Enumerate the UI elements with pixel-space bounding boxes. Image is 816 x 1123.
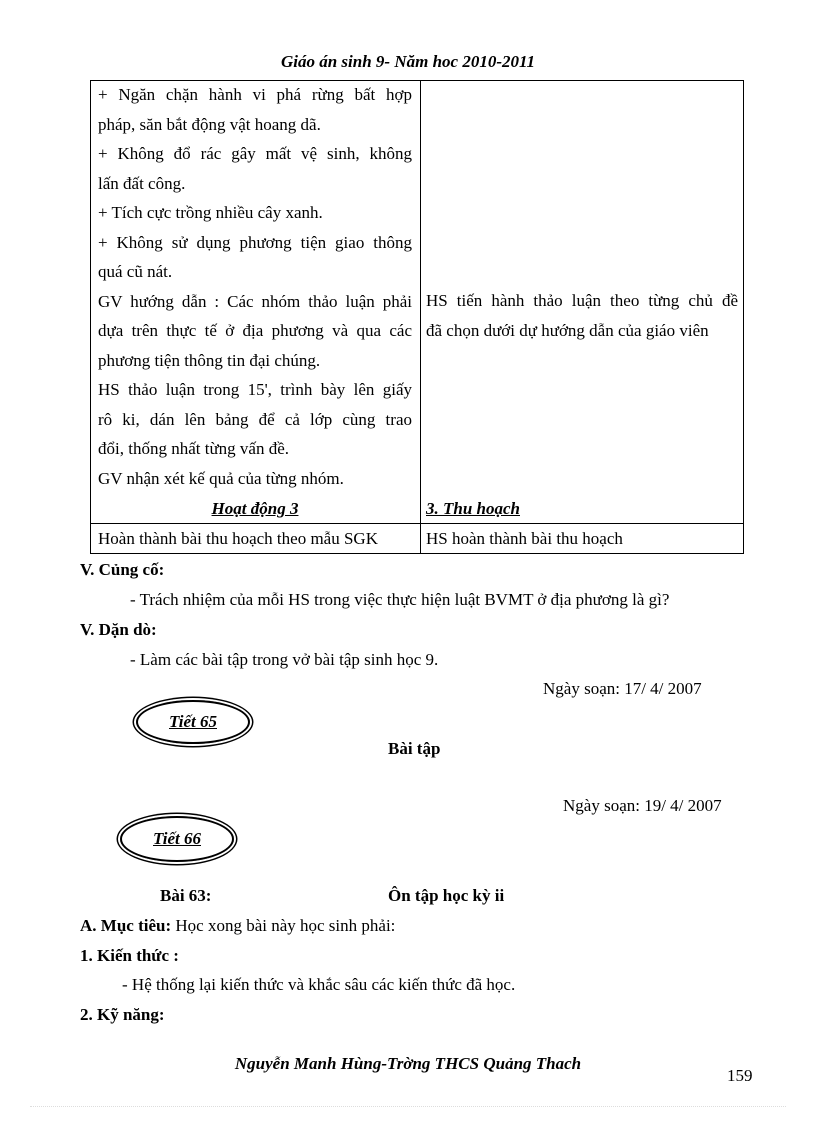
table-left-line: dựa trên thực tế ở địa phương và qua các <box>98 321 412 340</box>
section-dan-do-item: - Làm các bài tập trong vở bài tập sinh học 9. <box>130 650 439 669</box>
heading-thu-hoach: 3. Thu hoạch <box>426 499 520 518</box>
table-left-line: + Không đổ rác gây mất vệ sinh, không <box>98 144 412 163</box>
lesson-66-badge <box>120 816 234 862</box>
lesson-65-title: Bài tập <box>388 739 441 758</box>
lesson-66-bai: Bài 63: <box>160 886 212 905</box>
ky-nang-title: 2. Kỹ năng: <box>80 1005 165 1024</box>
table-left-line: HS thảo luận trong 15', trình bày lên giấy <box>98 380 412 399</box>
kien-thuc-item: - Hệ thống lại kiến thức và khắc sâu các kiến thức đã học. <box>122 975 516 994</box>
table-left-line: + Tích cực trồng nhiều cây xanh. <box>98 203 323 222</box>
section-cung-co-item: - Trách nhiệm của mỗi HS trong việc thực hiện luật BVMT ở địa phương là gì? <box>130 590 670 609</box>
lesson-66-date: Ngày soạn: 19/ 4/ 2007 <box>563 796 722 815</box>
muc-tieu-text: Học xong bài này học sinh phải: <box>171 916 396 935</box>
table-left-line: GV hướng dẫn : Các nhóm thảo luận phải <box>98 291 412 311</box>
bottom-divider <box>30 1106 786 1107</box>
lesson-65-date: Ngày soạn: 17/ 4/ 2007 <box>543 679 702 698</box>
table-left-line: + Ngăn chặn hành vi phá rừng bất hợp <box>98 85 412 104</box>
heading-hoat-dong-3: Hoạt động 3 <box>211 499 299 518</box>
table-left-line: quá cũ nát. <box>98 262 173 281</box>
muc-tieu-line <box>80 916 395 936</box>
section-cung-co-title: V. Củng cố: <box>80 560 165 579</box>
table-left-line: phương tiện thông tin đại chúng. <box>98 350 321 370</box>
table-left-line: pháp, săn bắt động vật hoang dã. <box>98 114 321 134</box>
table-left-line: + Không sử dụng phương tiện giao thông <box>98 232 412 252</box>
page-footer: Nguyễn Manh Hùng-Trờng THCS Quảng Thach <box>234 1054 582 1073</box>
muc-tieu-label: A. Mục tiêu: <box>80 916 172 935</box>
section-dan-do-title: V. Dặn dò: <box>80 620 157 639</box>
page-number: 159 <box>727 1066 753 1085</box>
table-left-line: lấn đất công. <box>98 173 186 193</box>
table-last-left: Hoàn thành bài thu hoạch theo mẫu SGK <box>98 529 378 548</box>
table-last-right: HS hoàn thành bài thu hoạch <box>426 529 623 548</box>
page-header: Giáo án sinh 9- Năm hoc 2010-2011 <box>280 52 536 71</box>
lesson-66-title: Ôn tập học kỳ ii <box>388 886 505 905</box>
table-right-line: đã chọn dưới dự hướng dẫn của giáo viên <box>426 321 709 340</box>
table-left-line: rô ki, dán lên bảng để cả lớp cùng trao <box>98 409 412 429</box>
lesson-65-label: Tiết 65 <box>169 712 217 731</box>
table-left-line: đổi, thống nhất từng vấn đề. <box>98 439 289 458</box>
lesson-65-badge <box>136 700 250 744</box>
kien-thuc-title: 1. Kiến thức : <box>80 946 179 965</box>
table-left-line: GV nhận xét kế quả của từng nhóm. <box>98 468 344 488</box>
table-right-line: HS tiến hành thảo luận theo từng chủ đề <box>426 291 738 310</box>
lesson-66-label: Tiết 66 <box>153 829 201 848</box>
table-column-divider <box>420 80 421 554</box>
